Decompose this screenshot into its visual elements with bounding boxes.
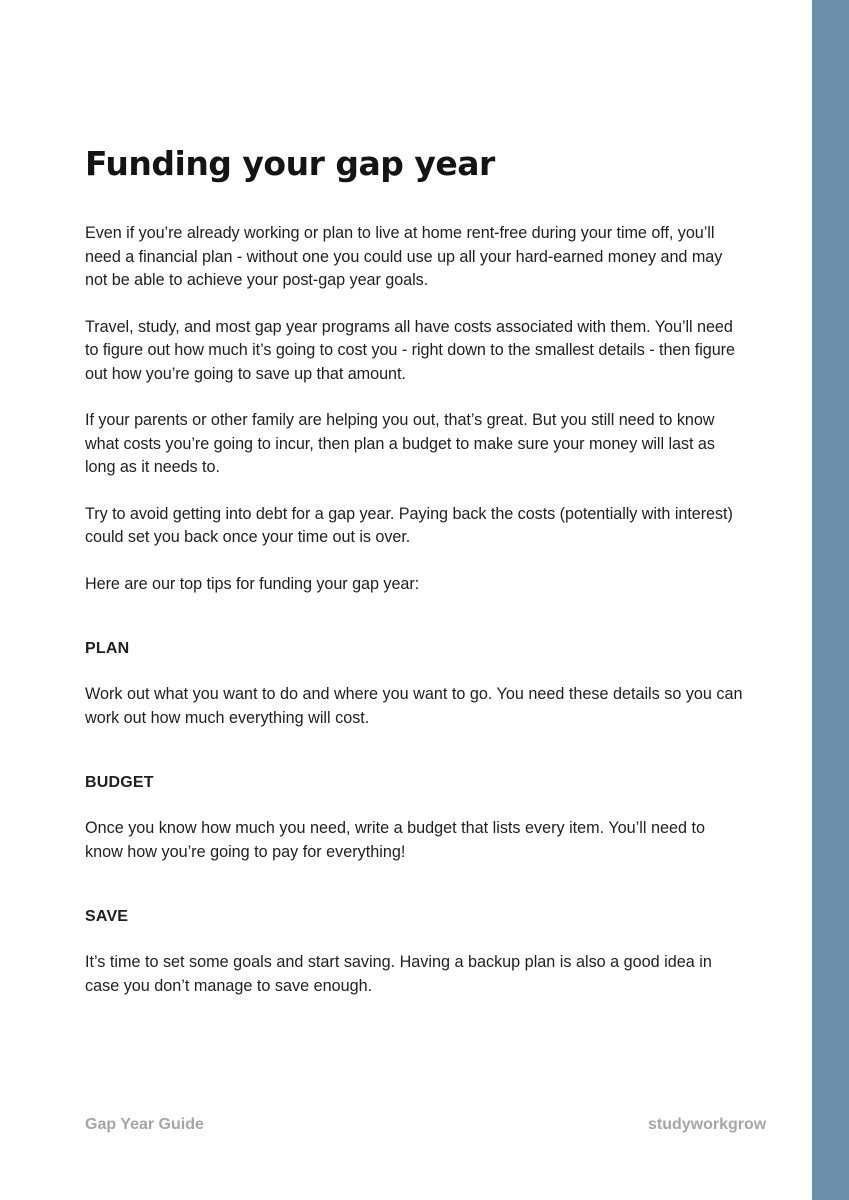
intro-paragraph: Even if you’re already working or plan to live at home rent-free during your time off, you’ll need a financial plan - without one you could use up all your hard-earned money and may not be able to achieve your post-gap year goals. [85,224,723,289]
section-body: Work out what you want to do and where you want to go. You need these details so you can work out how much everything will cost. [85,685,743,727]
section-heading: SAVE [85,908,129,925]
section-body: Once you know how much you need, write a budget that lists every item. You’ll need to know how you’re going to pay for everything! [85,819,705,861]
section-body: It’s time to set some goals and start saving. Having a backup plan is also a good idea in case you don’t manage to save enough. [85,953,712,995]
intro-paragraph: Here are our top tips for funding your gap year: [85,574,420,593]
intro-paragraph: Try to avoid getting into debt for a gap year. Paying back the costs (potentially with interest) could set you back once your time out is over. [85,504,733,546]
side-accent-stripe [812,0,849,1200]
section-save [85,905,745,998]
page-content [85,140,745,998]
section-plan [85,637,745,730]
footer-brand: studyworkgrow [648,1116,767,1133]
section-budget [85,771,745,864]
intro-paragraph: Travel, study, and most gap year programs all have costs associated with them. You’ll need to figure out how much it’s going to cost you - right down to the smallest details - then figure out how you’re going to save up that amount. [85,317,735,383]
footer-guide-title: Gap Year Guide [85,1116,204,1133]
intro-paragraphs [85,222,745,596]
section-heading: PLAN [85,640,130,657]
section-heading: BUDGET [85,774,154,791]
page-title: Funding your gap year [85,144,495,183]
intro-paragraph: If your parents or other family are helping you out, that’s great. But you still need to know what costs you’re going to incur, then plan a budget to make sure your money will last as long as it needs to. [85,411,715,476]
